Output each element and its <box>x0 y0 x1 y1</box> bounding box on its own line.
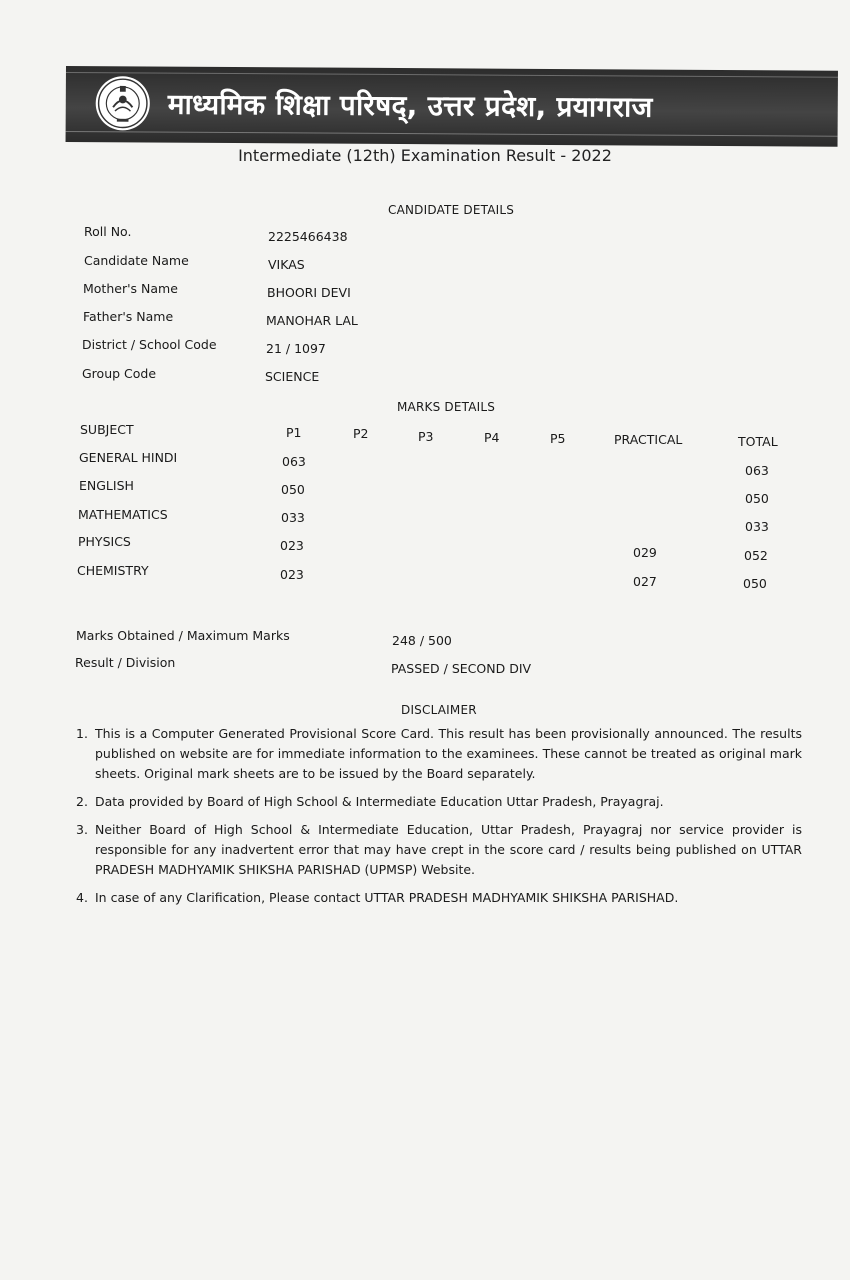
father-name-value: MANOHAR LAL <box>266 313 358 328</box>
marks-obtained-label: Marks Obtained / Maximum Marks <box>76 628 290 643</box>
row-p1: 023 <box>280 567 304 582</box>
disclaimer-list <box>76 724 802 916</box>
row-subject: PHYSICS <box>78 534 131 549</box>
exam-title: Intermediate (12th) Examination Result - 2022 <box>238 146 612 165</box>
mother-name-value: BHOORI DEVI <box>267 285 351 300</box>
header-banner <box>66 66 838 147</box>
disclaimer-item-number: 3. <box>76 822 88 837</box>
disclaimer-item-text: This is a Computer Generated Provisional Score Card. This result has been provisionally announced. The results published on website are for immediate information to the examinees. These cannot be treated as original mark sheets. Original mark sheets are to be issued by the Board separately. <box>95 726 802 781</box>
candidate-name-label: Candidate Name <box>84 253 189 268</box>
board-title: माध्यमिक शिक्षा परिषद्, उत्तर प्रदेश, प्रयागराज <box>167 87 653 124</box>
district-school-code-label: District / School Code <box>82 337 217 352</box>
col-p3: P3 <box>418 429 434 444</box>
row-p1: 063 <box>282 454 306 469</box>
row-p1: 033 <box>281 510 305 525</box>
col-p1: P1 <box>286 425 302 440</box>
disclaimer-item-text: Data provided by Board of High School & Intermediate Education Uttar Pradesh, Prayagraj. <box>95 794 664 809</box>
marks-details-heading: MARKS DETAILS <box>397 400 496 414</box>
candidate-name-value: VIKAS <box>268 257 305 272</box>
group-code-label: Group Code <box>82 366 157 381</box>
board-emblem-icon <box>94 74 152 132</box>
col-practical: PRACTICAL <box>614 432 683 447</box>
col-p2: P2 <box>353 426 369 441</box>
candidate-details-heading: CANDIDATE DETAILS <box>388 203 515 217</box>
row-p1: 023 <box>280 538 304 553</box>
father-name-label: Father's Name <box>83 309 174 324</box>
disclaimer-item-text: In case of any Clarification, Please contact UTTAR PRADESH MADHYAMIK SHIKSHA PARISHAD. <box>95 890 679 905</box>
mother-name-label: Mother's Name <box>83 281 178 296</box>
row-practical: 029 <box>633 545 657 560</box>
row-p1: 050 <box>281 482 305 497</box>
banner-top-rule <box>66 72 838 78</box>
disclaimer-item-number: 1. <box>76 726 88 741</box>
disclaimer-item-text: Neither Board of High School & Intermediate Education, Uttar Pradesh, Prayagraj nor service provider is responsible for any inadvertent error that may have crept in the score card / results being published on UTTAR PRADESH MADHYAMIK SHIKSHA PARISHAD (UPMSP) Website. <box>95 822 802 877</box>
row-subject: CHEMISTRY <box>77 563 149 578</box>
col-total: TOTAL <box>738 434 778 449</box>
row-total: 033 <box>745 519 769 534</box>
disclaimer-item-number: 4. <box>76 890 88 905</box>
row-total: 050 <box>743 576 767 591</box>
result-division-value: PASSED / SECOND DIV <box>391 661 532 676</box>
roll-no-label: Roll No. <box>84 224 132 239</box>
row-subject: MATHEMATICS <box>78 507 168 522</box>
row-total: 052 <box>744 548 768 563</box>
col-p5: P5 <box>550 431 566 446</box>
marks-obtained-value: 248 / 500 <box>392 633 452 648</box>
district-school-code-value: 21 / 1097 <box>266 341 326 356</box>
row-subject: GENERAL HINDI <box>79 450 178 465</box>
row-total: 063 <box>745 463 769 478</box>
row-practical: 027 <box>633 574 657 589</box>
result-division-label: Result / Division <box>75 655 176 670</box>
roll-no-value: 2225466438 <box>268 229 348 244</box>
group-code-value: SCIENCE <box>265 369 320 384</box>
disclaimer-item <box>76 888 802 908</box>
disclaimer-item <box>76 792 802 812</box>
disclaimer-item-number: 2. <box>76 794 88 809</box>
row-total: 050 <box>745 491 769 506</box>
col-p4: P4 <box>484 430 500 445</box>
disclaimer-heading: DISCLAIMER <box>401 703 477 717</box>
disclaimer-item <box>76 820 802 880</box>
banner-bottom-rule <box>66 131 838 137</box>
disclaimer-item <box>76 724 802 784</box>
row-subject: ENGLISH <box>79 478 134 493</box>
col-subject: SUBJECT <box>80 422 134 437</box>
